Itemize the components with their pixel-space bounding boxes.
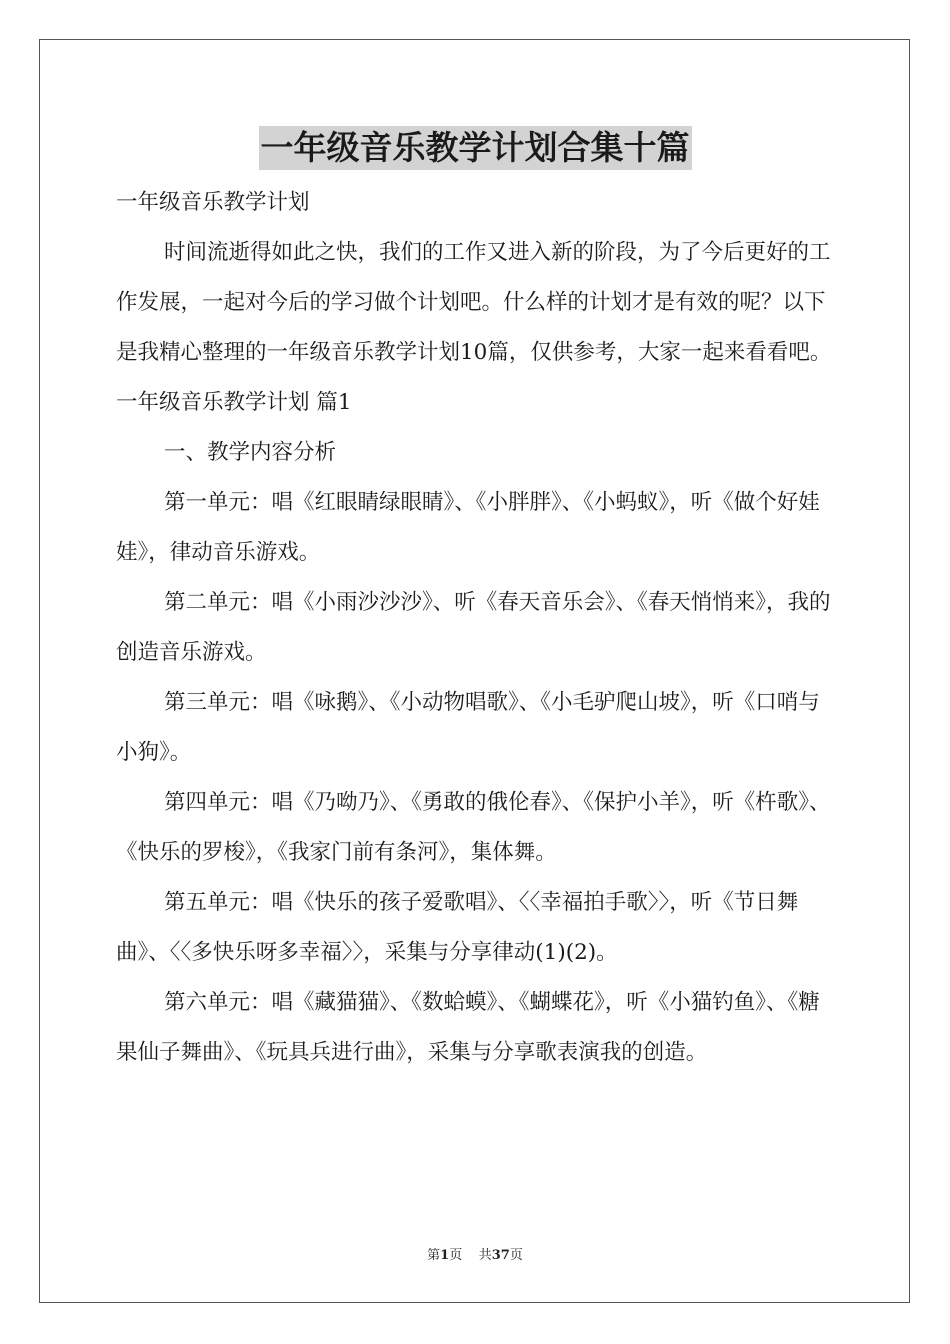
total-pages: 37 <box>491 1248 510 1263</box>
page-prefix: 第 <box>427 1248 441 1263</box>
total-suffix: 页 <box>509 1248 523 1263</box>
title-container <box>0 126 950 170</box>
total-prefix: 共 <box>478 1248 492 1263</box>
document-body <box>116 178 836 1078</box>
paragraph-unit-1: 第一单元：唱《红眼睛绿眼睛》、《小胖胖》、《小蚂蚁》，听《做个好娃娃》，律动音乐游戏。 <box>116 490 820 565</box>
paragraph-unit-2: 第二单元：唱《小雨沙沙沙》、听《春天音乐会》、《春天悄悄来》，我的创造音乐游戏。 <box>116 590 831 665</box>
paragraph-unit-5: 第五单元：唱《快乐的孩子爱歌唱》、〈〈幸福拍手歌〉〉，听《节日舞曲》、〈〈多快乐呀多幸福〉〉，采集与分享律动(1)(2)。 <box>116 890 799 965</box>
paragraph-subheading: 一、教学内容分析 <box>164 440 337 465</box>
paragraph-unit-3: 第三单元：唱《咏鹅》、《小动物唱歌》、《小毛驴爬山坡》，听《口哨与小狗》。 <box>116 690 820 765</box>
page-number: 1 <box>440 1248 450 1263</box>
paragraph-unit-6: 第六单元：唱《藏猫猫》、《数蛤蟆》、《蝴蝶花》，听《小猫钓鱼》、《糖果仙子舞曲》、《玩具兵进行曲》，采集与分享歌表演我的创造。 <box>116 990 820 1065</box>
paragraph-intro-heading: 一年级音乐教学计划 <box>116 190 310 215</box>
paragraph-section-heading: 一年级音乐教学计划 篇1 <box>116 390 352 415</box>
document-title: 一年级音乐教学计划合集十篇 <box>259 126 692 170</box>
page-suffix: 页 <box>449 1248 463 1263</box>
paragraph-intro: 时间流逝得如此之快，我们的工作又进入新的阶段，为了今后更好的工作发展，一起对今后的学习做个计划吧。什么样的计划才是有效的呢？以下是我精心整理的一年级音乐教学计划10篇，仅供参考，大家一起来看看吧。 <box>116 240 832 365</box>
page-footer <box>0 1244 950 1263</box>
paragraph-unit-4: 第四单元：唱《乃呦乃》、《勇敢的俄伦春》、《保护小羊》，听《杵歌》、《快乐的罗梭》，《我家门前有条河》，集体舞。 <box>116 790 831 865</box>
